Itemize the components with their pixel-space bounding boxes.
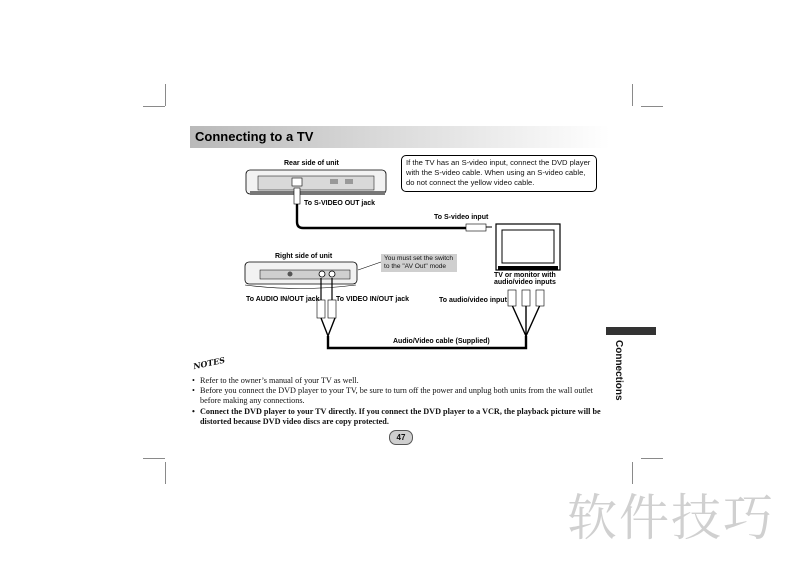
tv-label-line2: audio/video inputs <box>494 279 556 286</box>
list-item: • Refer to the owner’s manual of your TV as well. <box>192 376 612 386</box>
dvd-unit-right-side <box>245 262 381 289</box>
switch-note-line1: You must set the switch <box>384 255 454 262</box>
notes-icon: NOTES <box>192 354 226 372</box>
info-box-line: If the TV has an S-video input, connect the DVD player <box>406 158 591 167</box>
av-input-label: To audio/video input <box>439 297 507 304</box>
tv-label <box>494 272 556 286</box>
page-number: 47 <box>389 430 413 445</box>
info-box-line: do not connect the yellow video cable. <box>406 178 535 187</box>
switch-note-line2: to the "AV Out" mode <box>384 263 447 270</box>
tv-label-line1: TV or monitor with <box>494 272 556 279</box>
info-box-line: with the S-video cable. When using an S-video cable, <box>406 168 586 177</box>
watermark: 软件技巧 <box>567 489 775 547</box>
list-item: • Before you connect the DVD player to your TV, be sure to turn off the power and unplug both units from the wall outlet before making any connections. <box>192 386 612 406</box>
audio-jack-label: To AUDIO IN/OUT jack <box>246 296 320 303</box>
side-tab-bar <box>606 327 656 335</box>
dvd-unit-rear <box>246 170 386 195</box>
svideo-out-label: To S-VIDEO OUT jack <box>304 200 376 207</box>
side-tab-text: Connections <box>613 340 624 401</box>
tv-monitor <box>496 224 560 270</box>
notes-list <box>192 376 612 427</box>
rear-side-label: Rear side of unit <box>284 160 339 167</box>
svideo-info-box <box>401 155 597 192</box>
list-item: • Connect the DVD player to your TV directly. If you connect the DVD player to a VCR, the playback picture will be distorted because DVD video discs are copy protected. <box>192 407 612 427</box>
switch-mode-note <box>381 254 457 272</box>
right-side-label: Right side of unit <box>275 253 333 260</box>
video-jack-label: To VIDEO IN/OUT jack <box>336 296 409 303</box>
section-title: Connecting to a TV <box>195 129 314 144</box>
cable-label: Audio/Video cable (Supplied) <box>393 338 490 345</box>
svideo-input-label: To S-video input <box>434 214 489 221</box>
